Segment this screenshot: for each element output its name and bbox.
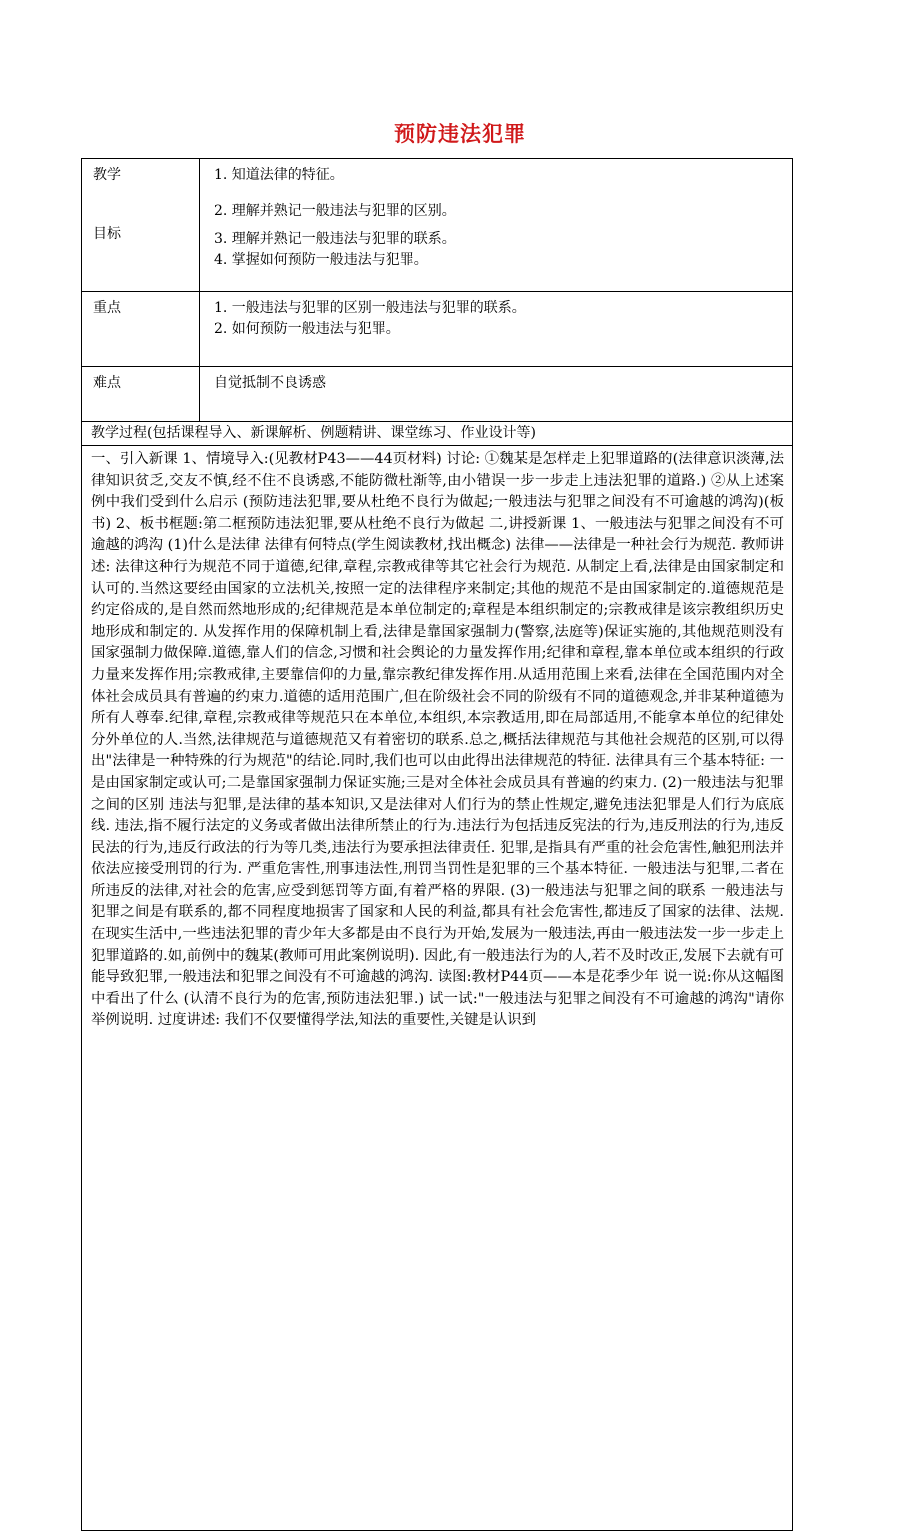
process-header: 教学过程(包括课程导入、新课解析、例题精讲、课堂练习、作业设计等) <box>82 422 793 446</box>
process-body-row <box>82 446 793 1531</box>
goal-item: 1. 知道法律的特征。 <box>214 167 344 183</box>
key-points-content-cell <box>200 292 793 367</box>
difficulty-text: 自觉抵制不良诱惑 <box>214 375 326 391</box>
process-body-text: 一、引入新课 1、情境导入:(见教材P43——44页材料) 讨论: ①魏某是怎样走上犯罪道路的(法律意识淡薄,法律知识贫乏,交友不慎,经不住不良诱惑,不能防微杜渐等,由小错误一步一步走上违法犯罪的道路.) ②从上述案例中我们受到什么启示 (预防违法犯罪,要从杜绝不良行为做起;一般违法与犯罪之间没有不可逾越的鸿沟)(板书) 2、板书框题:第二框预防违法犯罪,要从杜绝不良行为做起 二,讲授新课 1、一般违法与犯罪之间没有不可逾越的鸿沟 (1)什么是法律 法律有何特点(学生阅读教材,找出概念) 法律——法律是一种社会行为规范. 教师讲述: 法律这种行为规范不同于道德,纪律,章程,宗教戒律等其它社会行为规范. 从制定上看,法律是由国家制定和认可的.当然这要经由国家的立法机关,按照一定的法律程序来制定;其他的规范不是由国家制定的.道德规范是约定俗成的,是自然而然地形成的;纪律规范是本单位制定的;章程是本组织制定的;宗教戒律是该宗教组织历史地形成和制定的. 从发挥作用的保障机制上看,法律是靠国家强制力(警察,法庭等)保证实施的,其他规范则没有国家强制力做保障.道德,靠人们的信念,习惯和社会舆论的力量发挥作用;纪律和章程,靠本单位或本组织的行政力量来发挥作用;宗教戒律,主要靠信仰的力量,靠宗教纪律发挥作用.从适用范围上来看,法律在全国范围内对全体社会成员具有普遍的约束力.道德的适用范围广,但在阶级社会不同的阶级有不同的道德观念,并非某种道德为所有人尊奉.纪律,章程,宗教戒律等规范只在本单位,本组织,本宗教适用,即在局部适用,不能拿本单位的纪律处分外单位的人.当然,法律规范与道德规范又有着密切的联系.总之,概括法律规范与其他社会规范的区别,可以得出"法律是一种特殊的行为规范"的结论.同时,我们也可以由此得出法律规范的特征. 法律具有三个基本特征: 一是由国家制定或认可;二是靠国家强制力保证实施;三是对全体社会成员具有普遍的约束力. (2)一般违法与犯罪之间的区别 违法与犯罪,是法律的基本知识,又是法律对人们行为的禁止性规定,避免违法犯罪是人们行为底底线. 违法,指不履行法定的义务或者做出法律所禁止的行为.违法行为包括违反宪法的行为,违反刑法的行为,违反民法的行为,违反行政法的行为等几类,违法行为要承担法律责任. 犯罪,是指具有严重的社会危害性,触犯刑法并依法应接受刑罚的行为. 严重危害性,刑事违法性,刑罚当罚性是犯罪的三个基本特征. 一般违法与犯罪,二者在所违反的法律,对社会的危害,应受到惩罚等方面,有着严格的界限. (3)一般违法与犯罪之间的联系 一般违法与犯罪之间是有联系的,都不同程度地损害了国家和人民的利益,都具有社会危害性,都违反了国家的法律、法规. 在现实生活中,一些违法犯罪的青少年大多都是由不良行为开始,发展为一般违法,再由一般违法发一步一步走上犯罪道路的.如,前例中的魏某(教师可用此案例说明). 因此,有一般违法行为的人,若不及时改正,发展下去就有可能导致犯罪,一般违法和犯罪之间没有不可逾越的鸿沟. 读图:教材P44页——本是花季少年 说一说:你从这幅图中看出了什么 (认清不良行为的危害,预防违法犯罪.) 试一试:"一般违法与犯罪之间没有不可逾越的鸿沟"请你举例说明. 过度讲述: 我们不仅要懂得学法,知法的重要性,关键是认识到 <box>91 451 784 1029</box>
process-header-row <box>82 422 793 446</box>
goal-item: 3. 理解并熟记一般违法与犯罪的联系。 <box>214 231 456 247</box>
goals-row <box>82 159 793 292</box>
goals-label-line1: 教学 <box>93 167 121 183</box>
key-point-item: 2. 如何预防一般违法与犯罪。 <box>214 321 400 337</box>
key-points-label: 重点 <box>82 292 200 367</box>
goals-label-cell <box>82 159 200 292</box>
key-points-row <box>82 292 793 367</box>
difficulty-content-cell <box>200 367 793 422</box>
page-title: 预防违法犯罪 <box>394 122 526 146</box>
key-point-item: 1. 一般违法与犯罪的区别一般违法与犯罪的联系。 <box>214 300 526 316</box>
goals-content-cell <box>200 159 793 292</box>
difficulty-label: 难点 <box>82 367 200 422</box>
goal-item: 4. 掌握如何预防一般违法与犯罪。 <box>214 252 428 268</box>
goals-label-line2: 目标 <box>93 226 121 242</box>
process-body-cell <box>82 446 793 1531</box>
goal-item: 2. 理解并熟记一般违法与犯罪的区别。 <box>214 203 456 219</box>
lesson-plan-table <box>81 158 793 1531</box>
difficulty-row <box>82 367 793 422</box>
